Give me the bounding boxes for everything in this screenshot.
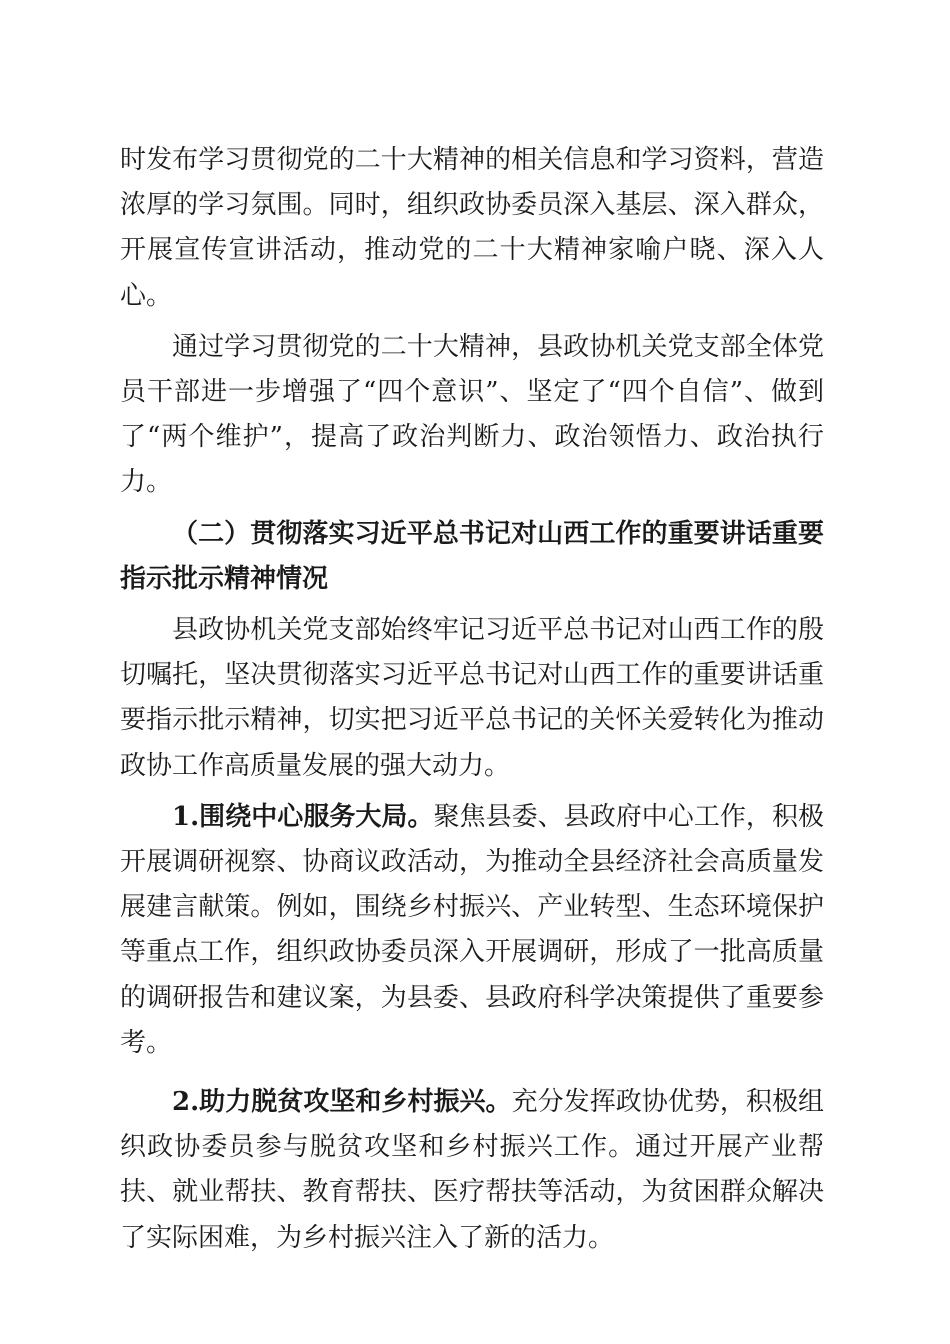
item-text-1: 聚焦县委、县政府中心工作，积极开展调研视察、协商议政活动，为推动全县经济社会高质量发展建言献策。例如，围绕乡村振兴、产业转型、生态环境保护等重点工作，组织政协委员深入开展调研，形成了一批高质量的调研报告和建议案，为县委、县政府科学决策提供了重要参考。: [120, 801, 824, 1058]
item-lead-1: 1.围绕中心服务大局。: [172, 801, 434, 832]
item-lead-2: 2.助力脱贫攻坚和乡村振兴。: [172, 1087, 512, 1118]
item-paragraph-1: [120, 795, 824, 1066]
section-heading: （二）贯彻落实习近平总书记对山西工作的重要讲话重要指示批示精神情况: [120, 518, 824, 594]
item-paragraph-2: [120, 1080, 824, 1261]
section-intro-paragraph: 县政协机关党支部始终牢记习近平总书记对山西工作的殷切嘱托，坚决贯彻落实习近平总书记对山西工作的重要讲话重要指示批示精神，切实把习近平总书记的关怀关爱转化为推动政协工作高质量发展的强大动力。: [120, 615, 824, 781]
continuation-paragraph: 时发布学习贯彻党的二十大精神的相关信息和学习资料，营造浓厚的学习氛围。同时，组织政协委员深入基层、深入群众，开展宣传宣讲活动，推动党的二十大精神家喻户晓、深入人心。: [120, 145, 824, 311]
item-text-2: 充分发挥政协优势，积极组织政协委员参与脱贫攻坚和乡村振兴工作。通过开展产业帮扶、就业帮扶、教育帮扶、医疗帮扶等活动，为贫困群众解决了实际困难，为乡村振兴注入了新的活力。: [120, 1087, 824, 1253]
summary-paragraph: 通过学习贯彻党的二十大精神，县政协机关党支部全体党员干部进一步增强了“四个意识”、坚定了“四个自信”、做到了“两个维护”，提高了政治判断力、政治领悟力、政治执行力。: [120, 331, 824, 498]
document-body: [120, 138, 824, 1261]
